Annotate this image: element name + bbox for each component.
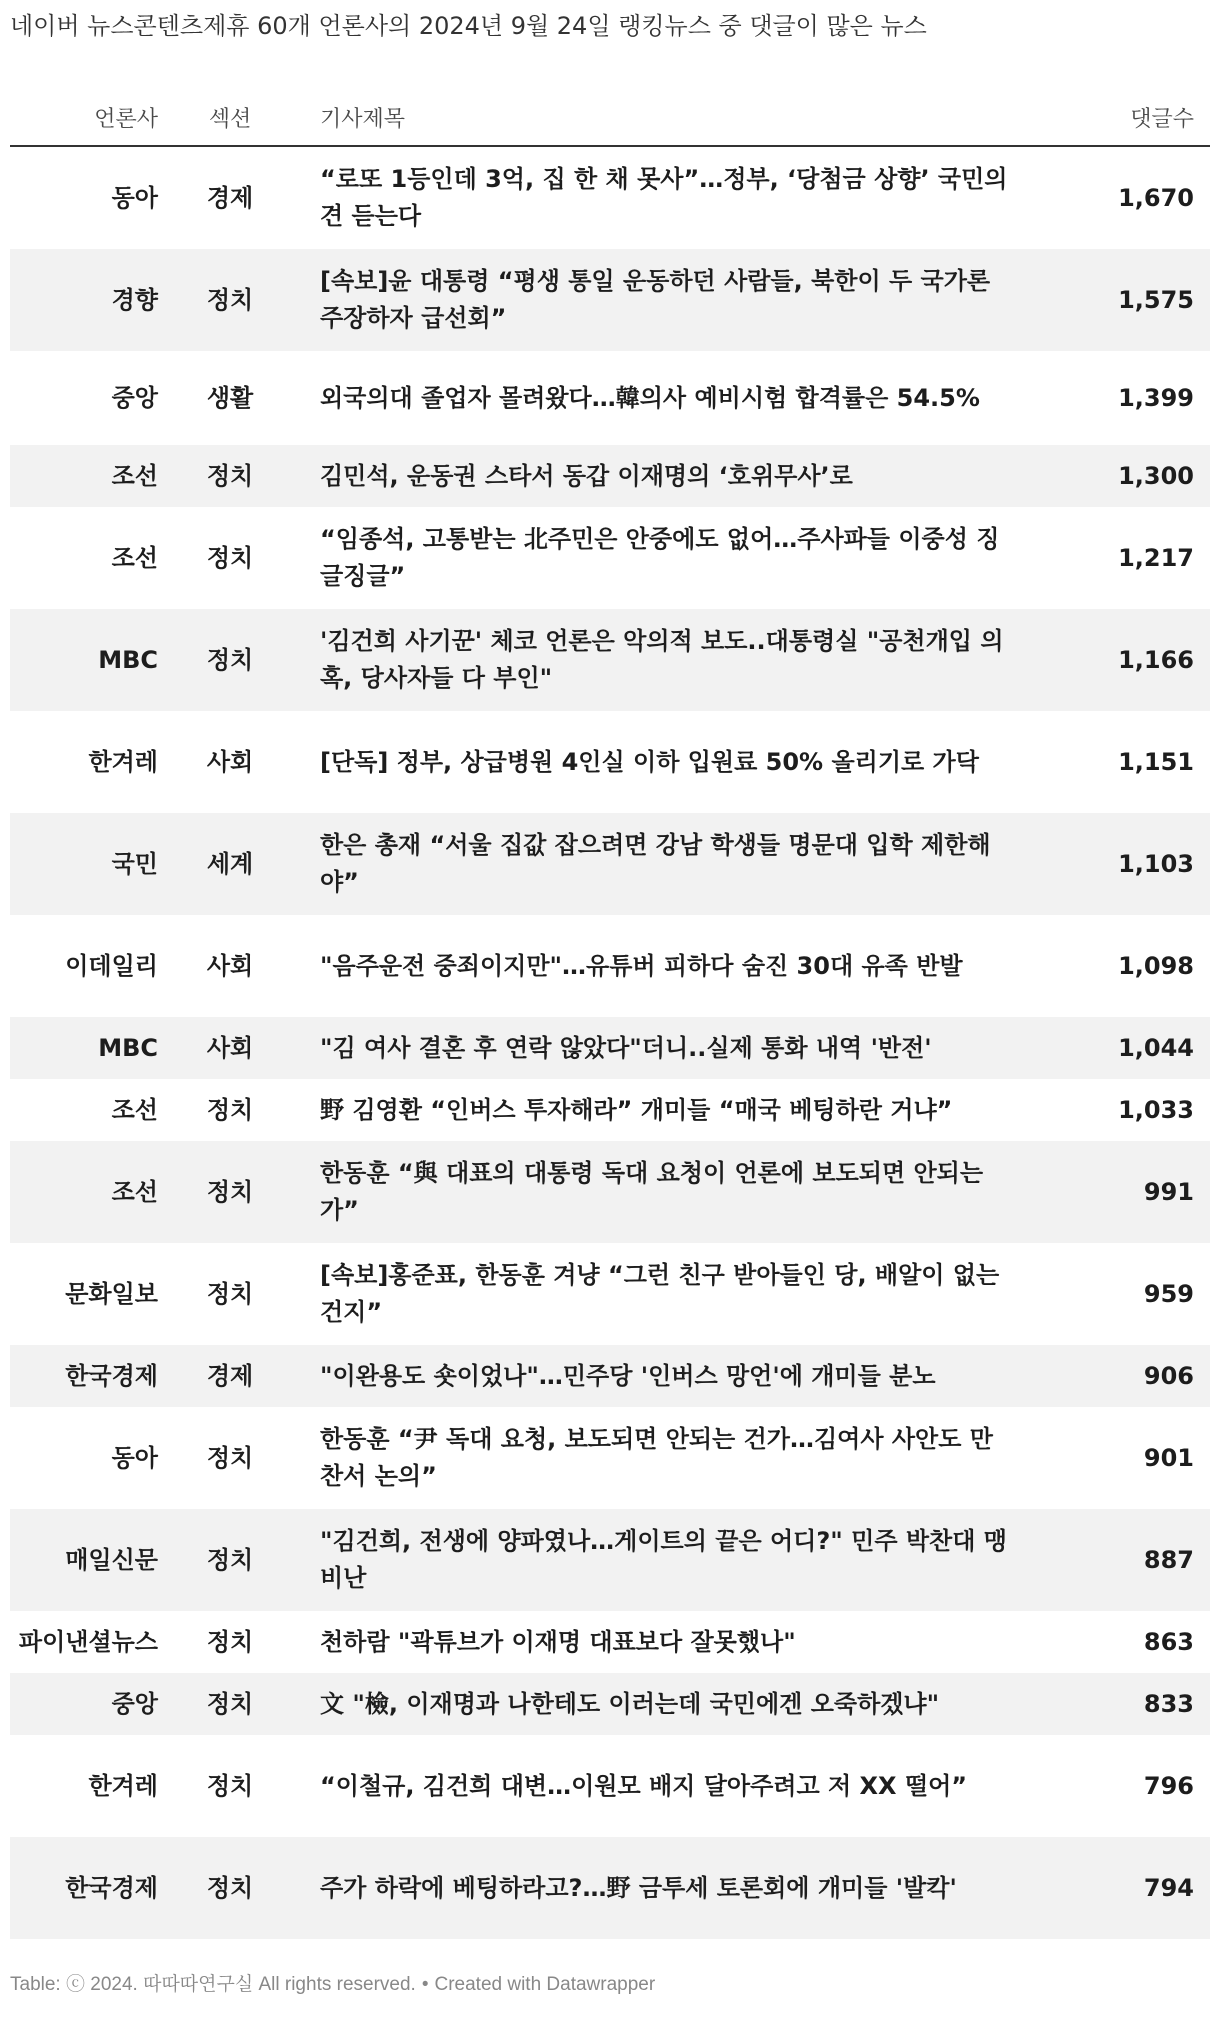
comments-cell: 833 — [1030, 1673, 1210, 1735]
press-cell: 한국경제 — [10, 1345, 170, 1407]
table-row — [10, 351, 1210, 445]
section-cell: 정치 — [170, 1509, 290, 1611]
table-row — [10, 1141, 1210, 1243]
section-cell: 정치 — [170, 445, 290, 507]
press-cell: 중앙 — [10, 1673, 170, 1735]
headline-cell: 野 김영환 “인버스 투자해라” 개미들 “매국 베팅하란 거냐” — [320, 1095, 953, 1124]
headline-cell: "김건희, 전생에 양파였나…게이트의 끝은 어디?" 민주 박찬대 맹비난 — [290, 1509, 1030, 1611]
comments-cell: 796 — [1143, 1771, 1194, 1800]
press-cell: 조선 — [10, 1141, 170, 1243]
comments-cell: 1,103 — [1030, 813, 1210, 915]
comments-cell: 1,151 — [1118, 747, 1194, 776]
comments-cell: 1,044 — [1030, 1017, 1210, 1079]
column-header-comments[interactable]: 댓글수 — [1030, 90, 1210, 146]
section-cell: 정치 — [170, 1837, 290, 1939]
headline-cell: “임종석, 고통받는 北주민은 안중에도 없어…주사파들 이중성 징글징글” — [320, 525, 1000, 590]
press-cell: 한겨레 — [88, 747, 158, 776]
comments-cell: 1,575 — [1030, 249, 1210, 351]
press-cell: 한국경제 — [10, 1837, 170, 1939]
press-cell: 조선 — [111, 1095, 158, 1124]
section-cell: 정치 — [206, 1771, 254, 1800]
copyright-text: Table: ⓒ 2024. 따따따연구실 All rights reserved. — [10, 1974, 416, 1995]
press-cell: 조선 — [111, 543, 158, 572]
comments-cell: 1,399 — [1118, 383, 1194, 412]
headline-cell: [단독] 정부, 상급병원 4인실 이하 입원료 50% 올리기로 가닥 — [320, 747, 979, 776]
table-row — [10, 1735, 1210, 1837]
section-cell: 사회 — [170, 1017, 290, 1079]
table-header — [10, 90, 1210, 146]
comments-cell: 863 — [1143, 1627, 1194, 1656]
press-cell: 이데일리 — [65, 951, 158, 980]
table-row — [10, 1611, 1210, 1673]
press-cell: 경향 — [10, 249, 170, 351]
footer-separator: • — [421, 1974, 429, 1995]
comments-cell: 906 — [1030, 1345, 1210, 1407]
section-cell: 사회 — [206, 951, 254, 980]
press-cell: 동아 — [111, 1443, 158, 1472]
table-row — [10, 507, 1210, 609]
section-cell: 정치 — [206, 1279, 254, 1308]
table-row — [10, 1673, 1210, 1735]
headline-cell: 文 "檢, 이재명과 나한테도 이러는데 국민에겐 오죽하겠냐" — [290, 1673, 1030, 1735]
section-cell: 경제 — [170, 1345, 290, 1407]
section-cell: 정치 — [206, 1095, 254, 1124]
footer — [10, 1969, 1190, 1996]
press-cell: MBC — [10, 609, 170, 711]
column-header-press[interactable]: 언론사 — [10, 90, 170, 146]
section-cell: 세계 — [170, 813, 290, 915]
press-cell: 파이낸셜뉴스 — [18, 1627, 158, 1656]
column-header-section[interactable]: 섹션 — [170, 90, 290, 146]
table-row — [10, 711, 1210, 813]
section-cell: 정치 — [206, 543, 254, 572]
table-row — [10, 813, 1210, 915]
comments-cell: 1,166 — [1030, 609, 1210, 711]
section-cell: 정치 — [170, 1141, 290, 1243]
section-cell: 정치 — [206, 1443, 254, 1472]
comments-cell: 1,670 — [1118, 183, 1194, 212]
press-cell: MBC — [10, 1017, 170, 1079]
table-row — [10, 1079, 1210, 1141]
table-row — [10, 915, 1210, 1017]
comments-cell: 1,098 — [1118, 951, 1194, 980]
table-row — [10, 445, 1210, 507]
table-row — [10, 146, 1210, 249]
press-cell: 중앙 — [111, 383, 158, 412]
press-cell: 조선 — [10, 445, 170, 507]
comments-cell: 959 — [1143, 1279, 1194, 1308]
headline-cell: “이철규, 김건희 대변…이원모 배지 달아주려고 저 XX 떨어” — [320, 1771, 968, 1800]
section-cell: 사회 — [206, 747, 254, 776]
comments-cell: 794 — [1030, 1837, 1210, 1939]
datawrapper-credit-link[interactable]: Created with Datawrapper — [434, 1974, 656, 1995]
headline-cell: "김 여사 결혼 후 연락 않았다"더니..실제 통화 내역 '반전' — [290, 1017, 1030, 1079]
ranking-table — [10, 90, 1210, 1939]
section-cell: 정치 — [170, 609, 290, 711]
section-cell: 경제 — [206, 183, 254, 212]
press-cell: 문화일보 — [65, 1279, 158, 1308]
press-cell: 한겨레 — [88, 1771, 158, 1800]
comments-cell: 1,217 — [1118, 543, 1194, 572]
press-cell: 동아 — [111, 183, 158, 212]
comments-cell: 1,033 — [1118, 1095, 1194, 1124]
table-row — [10, 609, 1210, 711]
press-cell: 국민 — [10, 813, 170, 915]
headline-cell: 한동훈 “尹 독대 요청, 보도되면 안되는 건가…김여사 사안도 만찬서 논의” — [320, 1425, 993, 1490]
table-row — [10, 1243, 1210, 1345]
headline-cell: "이완용도 숏이었나"…민주당 '인버스 망언'에 개미들 분노 — [290, 1345, 1030, 1407]
comments-cell: 1,300 — [1030, 445, 1210, 507]
headline-cell: 천하람 "곽튜브가 이재명 대표보다 잘못했나" — [320, 1627, 796, 1656]
press-cell: 매일신문 — [10, 1509, 170, 1611]
column-header-headline[interactable]: 기사제목 — [290, 90, 1030, 146]
section-cell: 정치 — [170, 249, 290, 351]
table-row — [10, 1017, 1210, 1079]
comments-cell: 991 — [1030, 1141, 1210, 1243]
table-row — [10, 1345, 1210, 1407]
headline-cell: "음주운전 중죄이지만"…유튜버 피하다 숨진 30대 유족 반발 — [320, 951, 963, 980]
table-row — [10, 249, 1210, 351]
table-row — [10, 1837, 1210, 1939]
section-cell: 정치 — [170, 1673, 290, 1735]
table-row — [10, 1407, 1210, 1509]
headline-cell: 외국의대 졸업자 몰려왔다…韓의사 예비시험 합격률은 54.5% — [320, 383, 980, 412]
headline-cell: “로또 1등인데 3억, 집 한 채 못사”…정부, ‘당첨금 상향’ 국민의견 듣는다 — [320, 165, 1008, 230]
headline-cell: 주가 하락에 베팅하라고?…野 금투세 토론회에 개미들 '발칵' — [290, 1837, 1030, 1939]
headline-cell: 김민석, 운동권 스타서 동갑 이재명의 ‘호위무사’로 — [290, 445, 1030, 507]
comments-cell: 901 — [1143, 1443, 1194, 1472]
headline-cell: '김건희 사기꾼' 체코 언론은 악의적 보도..대통령실 "공천개입 의혹, 당사자들 다 부인" — [290, 609, 1030, 711]
page-title: 네이버 뉴스콘텐츠제휴 60개 언론사의 2024년 9월 24일 랭킹뉴스 중 댓글이 많은 뉴스 — [10, 12, 927, 40]
comments-cell: 887 — [1030, 1509, 1210, 1611]
section-cell: 정치 — [206, 1627, 254, 1656]
headline-cell: 한은 총재 “서울 집값 잡으려면 강남 학생들 명문대 입학 제한해야” — [290, 813, 1030, 915]
headline-cell: 한동훈 “與 대표의 대통령 독대 요청이 언론에 보도되면 안되는가” — [290, 1141, 1030, 1243]
table-row — [10, 1509, 1210, 1611]
headline-cell: [속보]홍준표, 한동훈 겨냥 “그런 친구 받아들인 당, 배알이 없는 건지” — [320, 1261, 1000, 1326]
headline-cell: [속보]윤 대통령 “평생 통일 운동하던 사람들, 북한이 두 국가론 주장하자 급선회” — [290, 249, 1030, 351]
section-cell: 생활 — [206, 383, 254, 412]
